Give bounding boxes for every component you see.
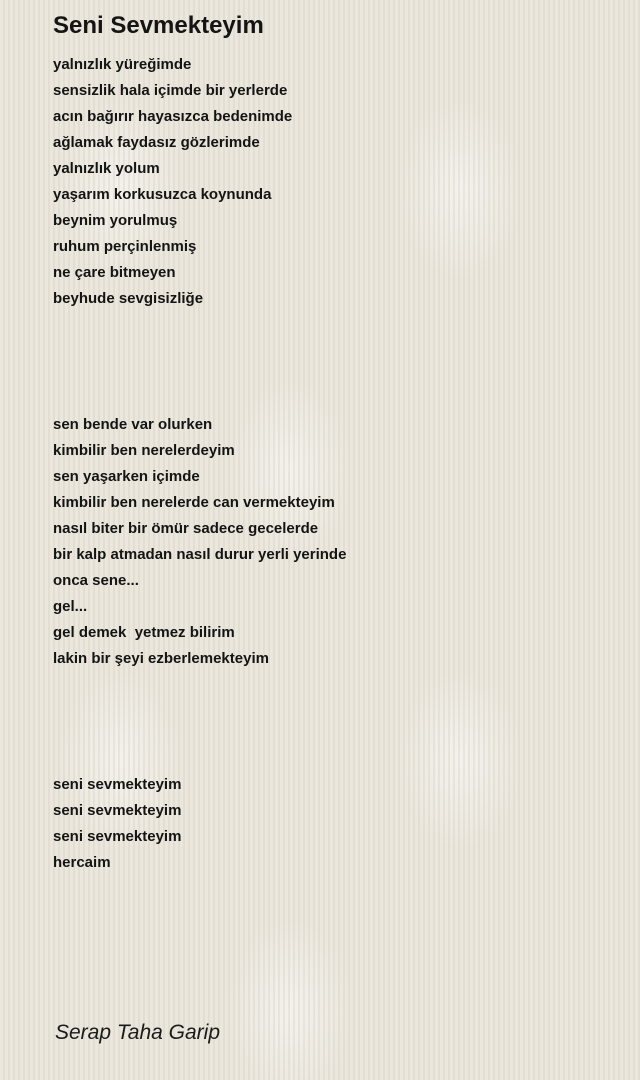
poem-line: sen yaşarken içimde <box>53 468 200 485</box>
poem-title: Seni Sevmekteyim <box>53 12 264 39</box>
poem-line: kimbilir ben nerelerdeyim <box>53 442 235 459</box>
poem-line: ruhum perçinlenmiş <box>53 238 197 255</box>
poem-line: seni sevmekteyim <box>53 802 182 819</box>
poem-line: yalnızlık yolum <box>53 160 160 177</box>
poem-line: hercaim <box>53 854 111 871</box>
poem-line: sen bende var olurken <box>53 416 213 433</box>
stanza-2 <box>53 412 346 672</box>
poem-line: beyhude sevgisizliğe <box>53 290 204 307</box>
poem-line: lakin bir şeyi ezberlemekteyim <box>53 650 269 667</box>
poem-line: sensizlik hala içimde bir yerlerde <box>53 82 288 99</box>
poem-line: onca sene... <box>53 572 139 589</box>
poem-line: acın bağırır hayasızca bedenimde <box>53 108 293 125</box>
poem-line: ağlamak faydasız gözlerimde <box>53 134 260 151</box>
poem-author: Serap Taha Garip <box>55 1021 220 1044</box>
poem-line: bir kalp atmadan nasıl durur yerli yerinde <box>53 546 347 563</box>
poem-line: yalnızlık yüreğimde <box>53 56 192 73</box>
poem-line: kimbilir ben nerelerde can vermekteyim <box>53 494 335 511</box>
poem-line: ne çare bitmeyen <box>53 264 176 281</box>
poem-line: seni sevmekteyim <box>53 828 182 845</box>
poem-line: gel demek yetmez bilirim <box>53 624 235 641</box>
poem-line: gel... <box>53 598 88 615</box>
stanza-3 <box>53 772 181 876</box>
poem-line: seni sevmekteyim <box>53 776 182 793</box>
poem-line: nasıl biter bir ömür sadece gecelerde <box>53 520 319 537</box>
poem-line: beynim yorulmuş <box>53 212 178 229</box>
stanza-1 <box>53 52 292 312</box>
poem-line: yaşarım korkusuzca koynunda <box>53 186 272 203</box>
